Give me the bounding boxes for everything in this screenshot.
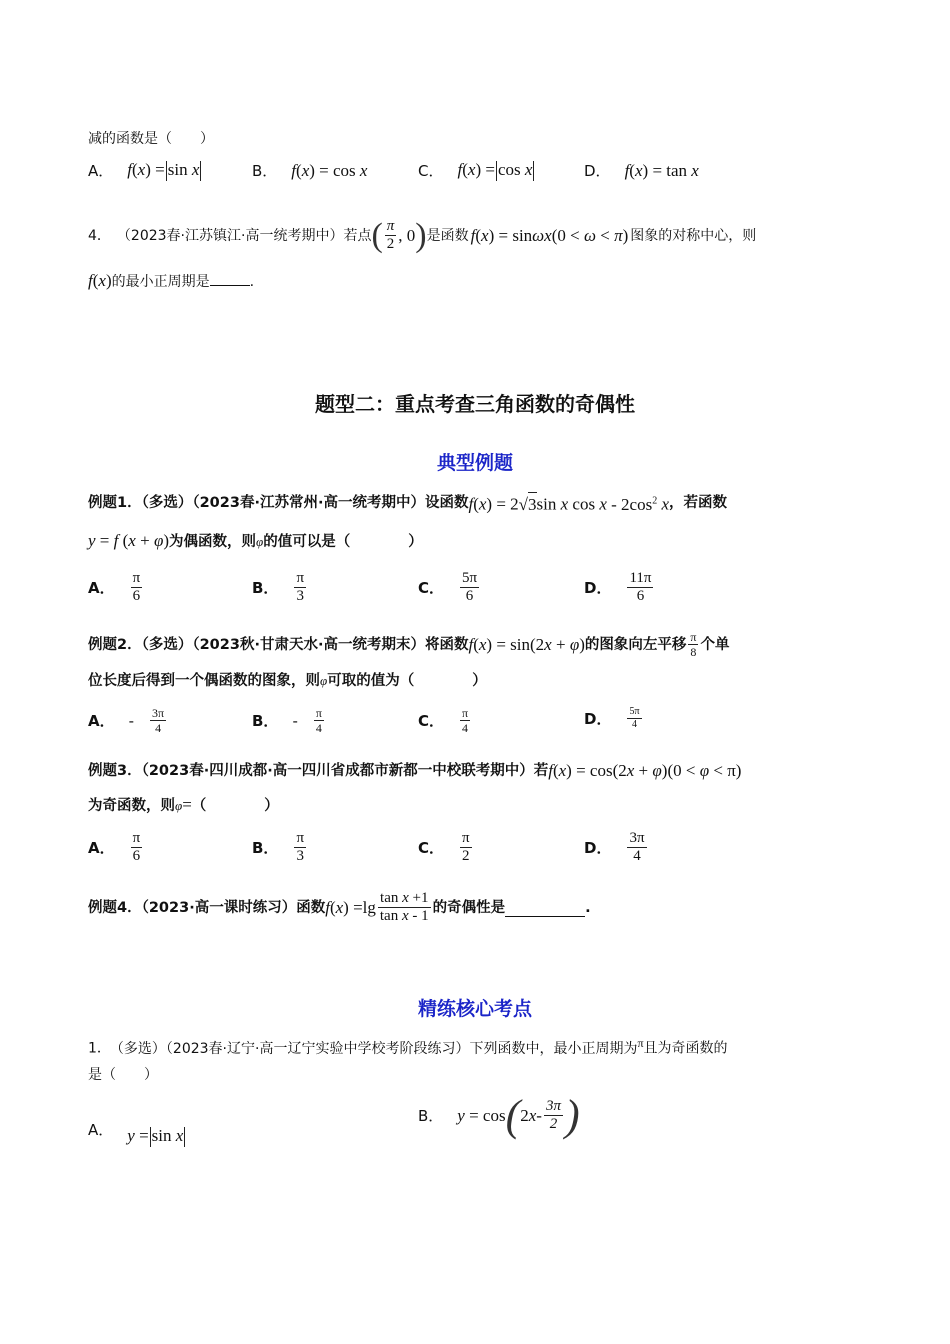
q4-answer-blank[interactable] — [210, 285, 250, 286]
q4-point-fraction: $\frac{\pi}{2}$ — [386, 218, 395, 252]
q4-function: f(x) = sinωx(0 < ω < π) — [470, 225, 629, 245]
q4-line2: f(x)的最小正周期是 . — [88, 271, 255, 290]
ex3-option-d[interactable]: D． $\frac{3\pi}{4}$ — [584, 830, 645, 864]
ex1-option-c[interactable]: C． $\frac{5\pi}{6}$ — [418, 570, 478, 604]
ex1-option-d[interactable]: D． $\frac{11\pi}{6}$ — [584, 570, 652, 604]
ex2-function: f(x) = sin(2x + φ) — [468, 634, 585, 654]
p1-option-b[interactable]: B． y = cos ( 2 x - $\frac{3\pi}{2}$ ) — [418, 1090, 580, 1140]
ex4-line: 例题4．（2023·高一课时练习）函数 f(x) =lg $\frac{\text{tan x +1}}{\text{tan x - 1}}$ 的奇偶性是 . — [88, 890, 591, 924]
practice-title: 精练核心考点 — [417, 998, 532, 1020]
section-title: 题型二：重点考查三角函数的奇偶性 — [315, 392, 635, 416]
ex2-option-d[interactable]: D． $\frac{5\pi}{4}$ — [584, 706, 640, 730]
p1-line1: 1． （多选）（2023春·辽宁·高一辽宁实验中学校考阶段练习）下列函数中，最小正周期为π且为奇函数的 — [88, 1036, 728, 1057]
ex1-function: f(x) = 2√3sin x cos x - $2\cos^2$ x — [468, 490, 669, 516]
q3-option-d-math: f(x) = tan x — [624, 160, 699, 180]
q3-option-b[interactable]: B． f(x) = cos x — [252, 160, 368, 180]
q3-option-a[interactable]: A． f(x) = sin x — [88, 160, 202, 181]
q3-option-d[interactable]: D． f(x) = tan x — [584, 160, 699, 180]
q3-option-a-math: f(x) = sin x — [127, 160, 202, 181]
ex1-option-a[interactable]: A． $\frac{\pi}{6}$ — [88, 570, 141, 604]
p1-option-a-math: y = sin x — [127, 1126, 186, 1147]
q3-stem: 减的函数是（ ） — [88, 131, 214, 147]
q4-line1: 4． （2023春·江苏镇江·高一统考期中）若点 ( $\frac{\pi}{2}$ , 0 ) 是函数 f(x) = sinωx(0 < ω < π) 图象的对称中心，则 — [88, 216, 757, 254]
ex2-option-c[interactable]: C． $\frac{\pi}{4}$ — [418, 706, 469, 735]
ex3-line2: 为奇函数，则φ=（ ） — [88, 795, 279, 814]
ex2-option-b[interactable]: B． - $\frac{\pi}{4}$ — [252, 706, 322, 735]
ex3-option-c[interactable]: C． $\frac{\pi}{2}$ — [418, 830, 470, 864]
ex2-line2: 位长度后得到一个偶函数的图象，则φ可取的值为（ ） — [88, 673, 487, 689]
ex3-option-a[interactable]: A． $\frac{\pi}{6}$ — [88, 830, 141, 864]
ex3-option-b[interactable]: B． $\frac{\pi}{3}$ — [252, 830, 305, 864]
ex4-function: f(x) =lg — [325, 897, 376, 917]
ex1-line1: 例题1．（多选）（2023春·江苏常州·高一统考期中）设函数 f(x) = 2√3sin x cos x - $2\cos^2$ x ，若函数 — [88, 490, 727, 516]
typical-examples-title: 典型例题 — [436, 452, 513, 474]
q3-option-c[interactable]: C． f(x) = cos x — [418, 160, 535, 181]
ex1-option-b[interactable]: B． $\frac{\pi}{3}$ — [252, 570, 305, 604]
ex2-line1: 例题2．（多选）（2023秋·甘肃天水·高一统考期末）将函数 f(x) = sin(2x + φ) 的图象向左平移 $\frac{\pi}{8}$ 个单 — [88, 630, 730, 659]
p1-line2: 是（ ） — [88, 1067, 158, 1083]
q3-option-b-math: f(x) = cos x — [291, 160, 368, 180]
ex3-function: f(x) = cos(2x + φ)(0 < φ < π) — [548, 761, 742, 780]
ex2-option-a[interactable]: A． - $\frac{3\pi}{4}$ — [88, 706, 165, 735]
p1-option-b-math: y = cos ( 2 x - $\frac{3\pi}{2}$ ) — [457, 1090, 580, 1140]
ex4-fraction: $\frac{\text{tan x +1}}{\text{tan x - 1}}$ — [379, 890, 429, 924]
ex4-answer-blank[interactable] — [505, 898, 585, 917]
q3-option-c-math: f(x) = cos x — [457, 160, 535, 181]
ex3-line1: 例题3．（2023春·四川成都·高一四川省成都市新都一中校联考期中）若 f(x) = cos(2x + φ)(0 < φ < π) — [88, 761, 742, 780]
p1-option-a[interactable]: A． y = sin x — [88, 1112, 186, 1147]
ex2-shift-fraction: $\frac{\pi}{8}$ — [690, 630, 697, 659]
ex1-line2: y = f (x + φ)为偶函数，则φ的值可以是（ ） — [88, 531, 423, 550]
